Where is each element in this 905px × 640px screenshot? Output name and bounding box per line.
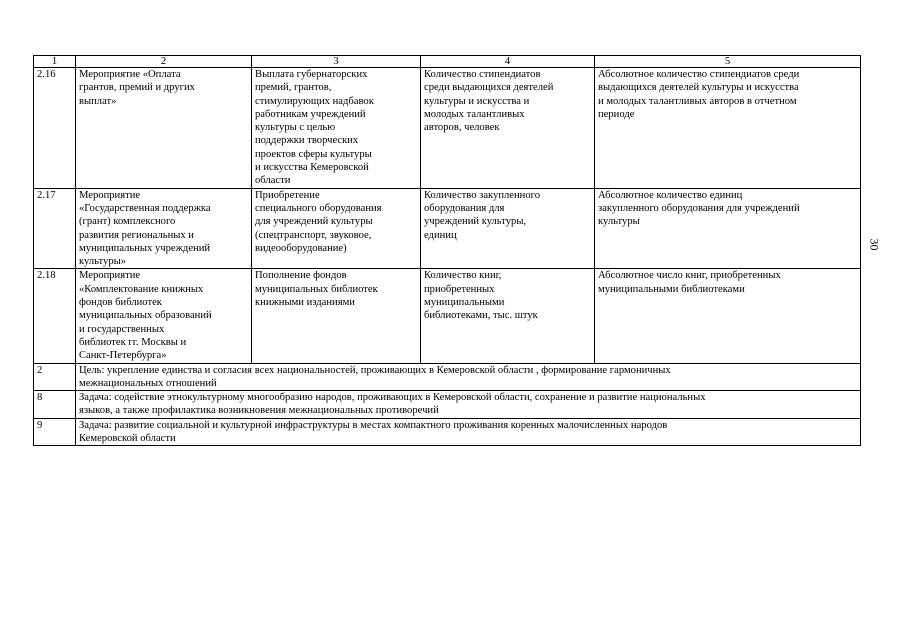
column-number-5: 5	[595, 56, 861, 68]
row-number: 2	[34, 363, 76, 391]
column-number-3: 3	[252, 56, 421, 68]
event-description: Приобретение специального оборудования для учреждений культуры (спецтранспорт, звуковое, видеооборудование)	[252, 188, 421, 269]
indicator-name: Количество закупленного оборудования для учреждений культуры, единиц	[421, 188, 595, 269]
calculation-method: Абсолютное количество стипендиатов среди выдающихся деятелей культуры и искусства и молодых талантливых авторов в отчетном периоде	[595, 68, 861, 189]
event-name: Мероприятие «Государственная поддержка (грант) комплексного развития региональных и муниципальных учреждений культуры»	[76, 188, 252, 269]
event-name: Мероприятие «Оплата грантов, премий и других выплат»	[76, 68, 252, 189]
calculation-method: Абсолютное число книг, приобретенных муниципальными библиотеками	[595, 269, 861, 363]
table-row	[34, 269, 861, 363]
event-name: Мероприятие «Комплектование книжных фондов библиотек муниципальных образований и государственных библиотек гг. Москвы и Санкт-Петербурга»	[76, 269, 252, 363]
page-number: 30	[867, 238, 882, 251]
indicator-name: Количество стипендиатов среди выдающихся деятелей культуры и искусства и молодых талантливых авторов, человек	[421, 68, 595, 189]
column-number-row	[34, 56, 861, 68]
row-number: 2.18	[34, 269, 76, 363]
row-number: 9	[34, 418, 76, 446]
column-number-1: 1	[34, 56, 76, 68]
calculation-method: Абсолютное количество единиц закупленного оборудования для учреждений культуры	[595, 188, 861, 269]
program-table	[33, 55, 861, 446]
row-number: 2.16	[34, 68, 76, 189]
table-row	[34, 188, 861, 269]
event-description: Выплата губернаторских премий, грантов, стимулирующих надбавок работникам учреждений культуры с целью поддержки творческих проектов сферы культуры и искусства Кемеровской области	[252, 68, 421, 189]
indicator-name: Количество книг, приобретенных муниципальными библиотеками, тыс. штук	[421, 269, 595, 363]
task-text: Задача: содействие этнокультурному многообразию народов, проживающих в Кемеровской области, сохранение и развитие национальных языков, а также профилактика возникновения межнациональных противоречий	[76, 391, 861, 419]
task-text: Задача: развитие социальной и культурной инфраструктуры в местах компактного проживания коренных малочисленных народов Кемеровской области	[76, 418, 861, 446]
task-row	[34, 418, 861, 446]
goal-text: Цель: укрепление единства и согласия всех национальностей, проживающих в Кемеровской области , формирование гармоничных межнациональных отношений	[76, 363, 861, 391]
task-row	[34, 391, 861, 419]
column-number-4: 4	[421, 56, 595, 68]
row-number: 8	[34, 391, 76, 419]
event-description: Пополнение фондов муниципальных библиотек книжными изданиями	[252, 269, 421, 363]
goal-row	[34, 363, 861, 391]
table-row	[34, 68, 861, 189]
column-number-2: 2	[76, 56, 252, 68]
row-number: 2.17	[34, 188, 76, 269]
